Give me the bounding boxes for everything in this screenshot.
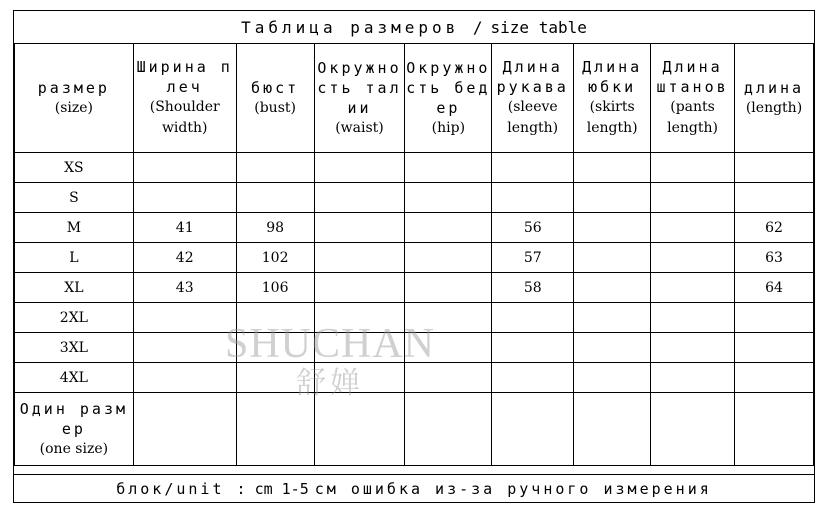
measure-cell-bust [236, 363, 314, 393]
table-row-one-size [15, 393, 814, 466]
table-row [15, 243, 814, 273]
measure-cell-length [735, 333, 814, 363]
measure-cell-waist [314, 333, 405, 363]
measure-cell-skirt [574, 303, 651, 333]
size-table-body [15, 44, 814, 466]
measure-cell-shoulder [133, 153, 236, 183]
measure-cell-waist [314, 153, 405, 183]
one-size-en: (one size) [39, 440, 109, 457]
measure-cell-length [735, 363, 814, 393]
measure-cell-shoulder [133, 183, 236, 213]
measure-cell-hip [405, 153, 492, 183]
measure-cell-waist [314, 243, 405, 273]
measure-cell-sleeve [492, 363, 574, 393]
measure-cell-length [735, 153, 814, 183]
measure-cell-pants [651, 243, 735, 273]
header-shoulder: Ширина плеч (Shoulder width) [133, 44, 236, 153]
measure-cell-empty [492, 393, 574, 466]
measure-cell-shoulder: 41 [133, 213, 236, 243]
measure-cell-length [735, 303, 814, 333]
title-en: size table [490, 17, 587, 37]
table-footer [14, 474, 814, 502]
measure-cell-waist [314, 303, 405, 333]
one-size-label-cell [15, 393, 134, 466]
measure-cell-shoulder: 42 [133, 243, 236, 273]
size-label-cell: 4XL [15, 363, 134, 393]
measure-cell-empty [236, 393, 314, 466]
measure-cell-hip [405, 333, 492, 363]
measure-cell-bust: 102 [236, 243, 314, 273]
measure-cell-bust: 98 [236, 213, 314, 243]
size-label-cell: 2XL [15, 303, 134, 333]
measure-cell-pants [651, 303, 735, 333]
watermark-text: SHUCHAN [224, 321, 436, 367]
one-size-ru: Один размер [19, 399, 129, 438]
measure-cell-skirt [574, 183, 651, 213]
measure-cell-empty [574, 393, 651, 466]
title-ru: Таблица размеров / [241, 17, 487, 37]
measure-cell-bust [236, 333, 314, 363]
measure-cell-skirt [574, 243, 651, 273]
header-hip: Окружность бедер (hip) [405, 44, 492, 153]
measure-cell-pants [651, 333, 735, 363]
measure-cell-shoulder [133, 303, 236, 333]
measure-cell-empty [133, 393, 236, 466]
size-table-frame [13, 10, 815, 503]
measure-cell-shoulder: 43 [133, 273, 236, 303]
measure-cell-bust: 106 [236, 273, 314, 303]
measure-cell-hip [405, 363, 492, 393]
header-bust: бюст (bust) [236, 44, 314, 153]
measure-cell-sleeve: 56 [492, 213, 574, 243]
measure-cell-length: 62 [735, 213, 814, 243]
measure-cell-sleeve: 57 [492, 243, 574, 273]
measure-cell-sleeve [492, 303, 574, 333]
measure-cell-hip [405, 213, 492, 243]
measure-cell-empty [735, 393, 814, 466]
header-size: размер (size) [15, 44, 134, 153]
measure-cell-pants [651, 363, 735, 393]
measure-cell-bust [236, 303, 314, 333]
measure-cell-length [735, 183, 814, 213]
table-title [14, 11, 814, 44]
header-waist: Окружность талии (waist) [314, 44, 405, 153]
table-row [15, 303, 814, 333]
measure-cell-skirt [574, 273, 651, 303]
header-row [15, 44, 814, 153]
size-label-cell: L [15, 243, 134, 273]
size-label-cell: XL [15, 273, 134, 303]
header-pants: Длина штанов (pants length) [651, 44, 735, 153]
watermark-chinese: 舒婵 [296, 366, 364, 401]
measure-cell-skirt [574, 153, 651, 183]
table-row [15, 333, 814, 363]
measure-cell-hip [405, 303, 492, 333]
footer-unit: блок/unit : [116, 479, 249, 498]
measure-cell-pants [651, 183, 735, 213]
measure-cell-shoulder [133, 363, 236, 393]
measure-cell-length: 64 [735, 273, 814, 303]
measure-cell-pants [651, 273, 735, 303]
measure-cell-waist [314, 363, 405, 393]
measure-cell-sleeve [492, 333, 574, 363]
measure-cell-pants [651, 213, 735, 243]
footer-note: см ошибка из-за ручного измерения [314, 479, 712, 498]
table-row [15, 363, 814, 393]
measure-cell-skirt [574, 213, 651, 243]
measure-cell-hip [405, 273, 492, 303]
table-row [15, 153, 814, 183]
measure-cell-waist [314, 183, 405, 213]
measure-cell-empty [651, 393, 735, 466]
measure-cell-pants [651, 153, 735, 183]
measure-cell-shoulder [133, 333, 236, 363]
footer-range: cm 1-5 [254, 479, 309, 498]
size-label-cell: S [15, 183, 134, 213]
measure-cell-sleeve [492, 153, 574, 183]
header-sleeve: Длина рукава (sleeve length) [492, 44, 574, 153]
measure-cell-length: 63 [735, 243, 814, 273]
measure-cell-sleeve [492, 183, 574, 213]
measure-cell-empty [314, 393, 405, 466]
measure-cell-hip [405, 243, 492, 273]
measure-cell-bust [236, 183, 314, 213]
measure-cell-waist [314, 213, 405, 243]
table-row [15, 183, 814, 213]
measure-cell-skirt [574, 363, 651, 393]
size-table [14, 43, 814, 466]
measure-cell-hip [405, 183, 492, 213]
measure-cell-empty [405, 393, 492, 466]
measure-cell-sleeve: 58 [492, 273, 574, 303]
measure-cell-skirt [574, 333, 651, 363]
measure-cell-waist [314, 273, 405, 303]
size-label-cell: 3XL [15, 333, 134, 363]
measure-cell-bust [236, 153, 314, 183]
table-row [15, 273, 814, 303]
table-row [15, 213, 814, 243]
size-label-cell: XS [15, 153, 134, 183]
size-label-cell: M [15, 213, 134, 243]
header-length: длина (length) [735, 44, 814, 153]
header-skirt: Длина юбки (skirts length) [574, 44, 651, 153]
